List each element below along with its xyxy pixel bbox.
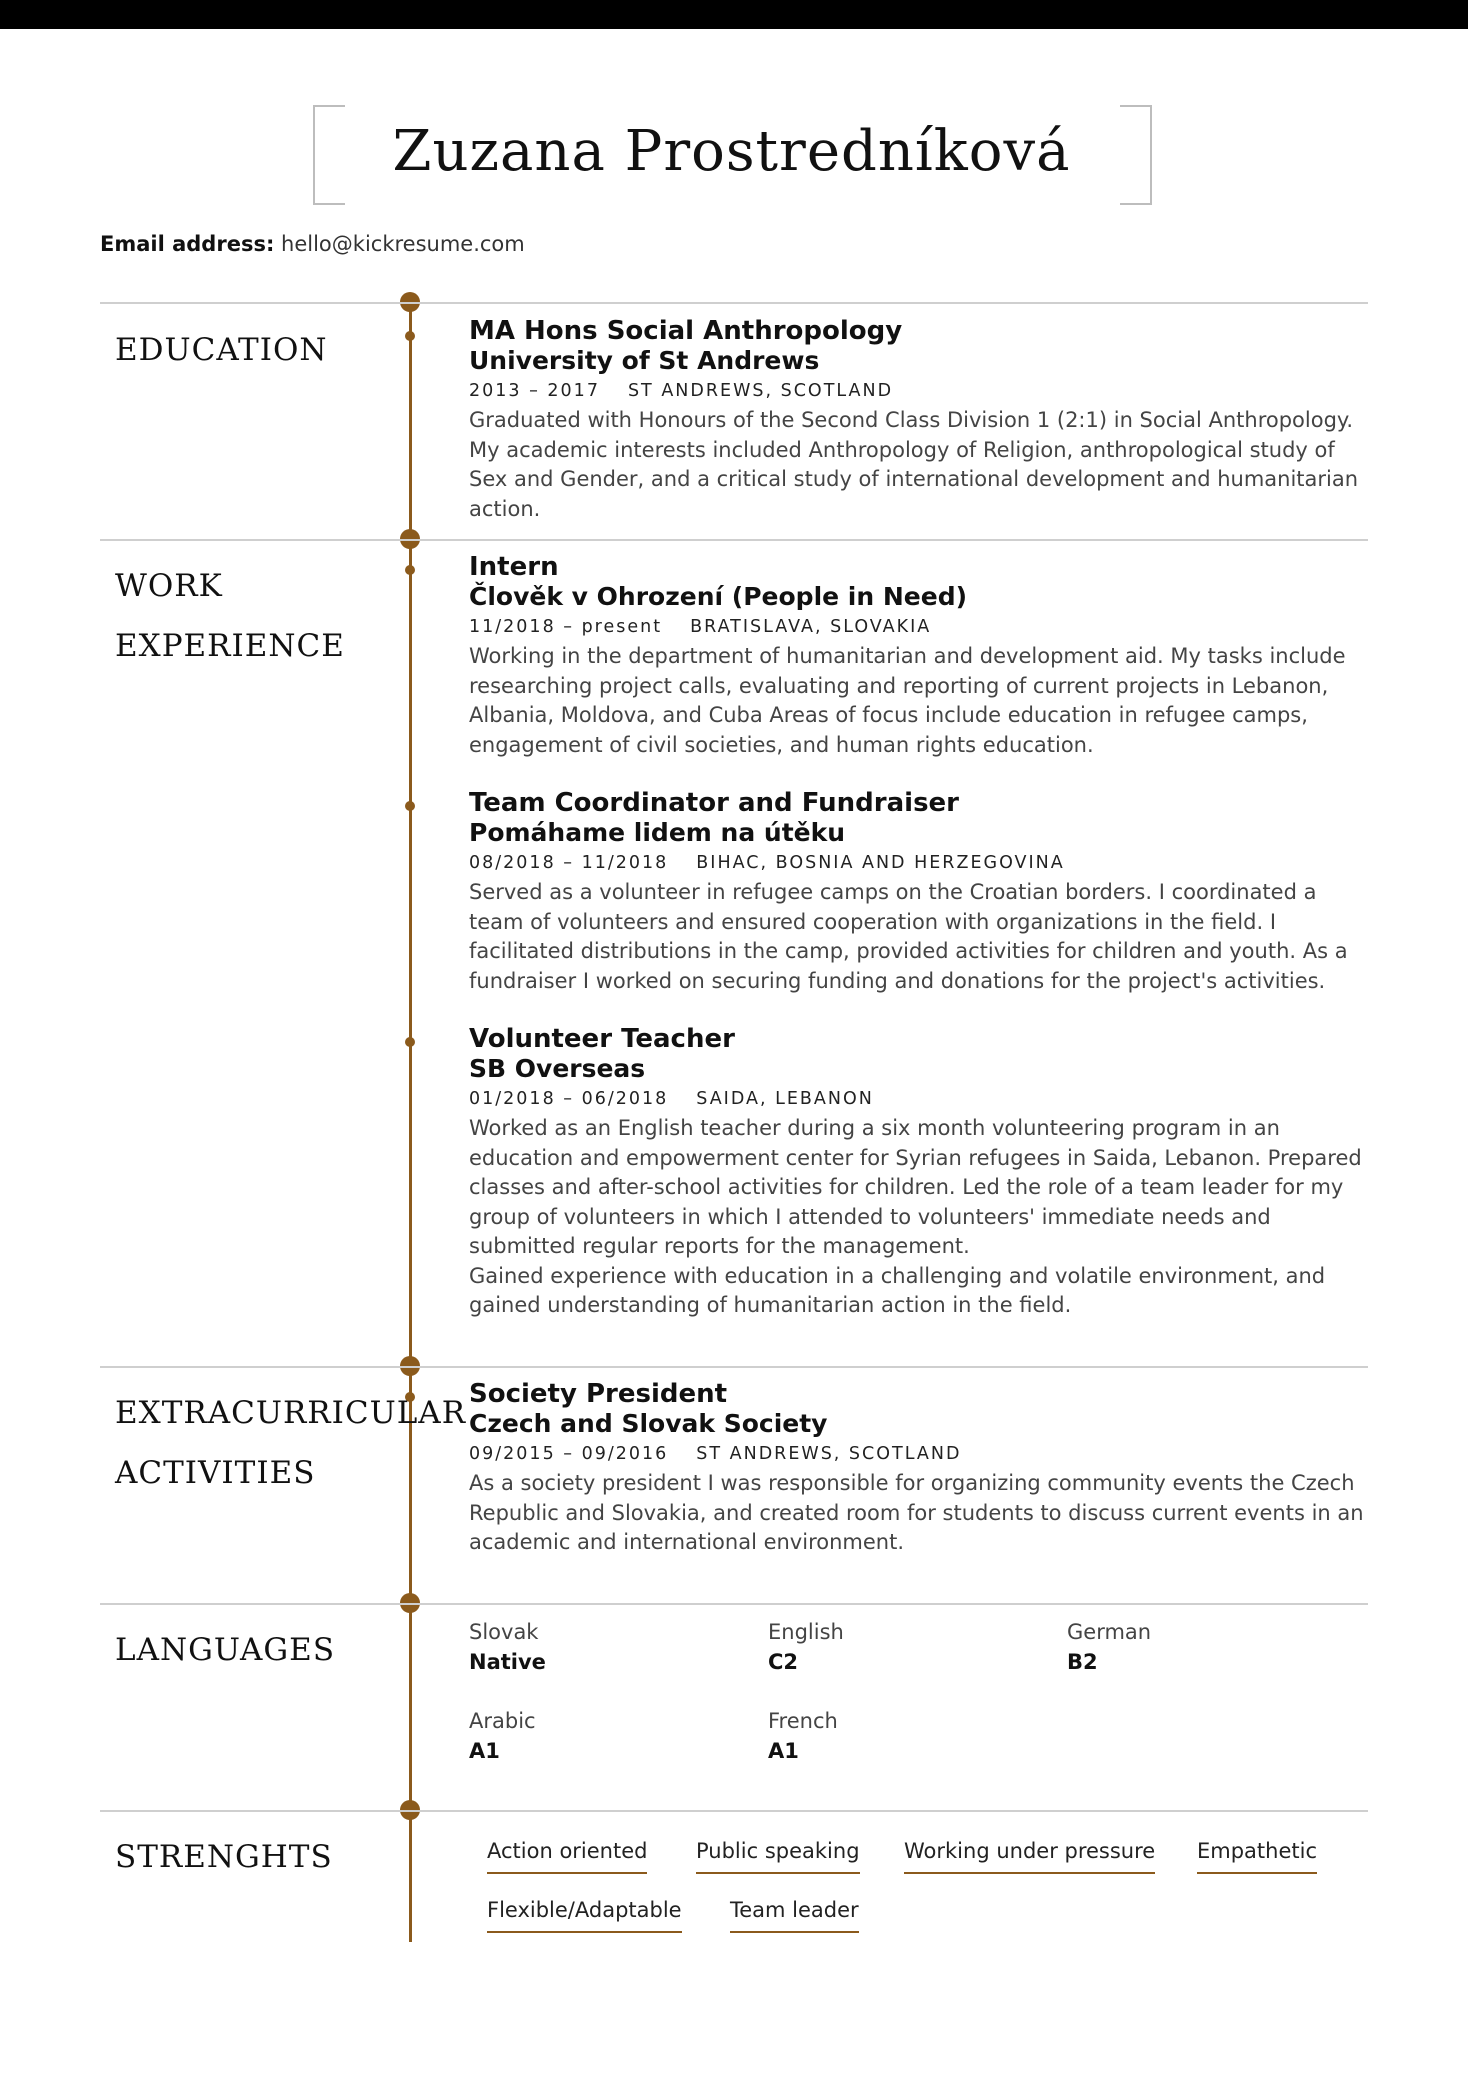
section-divider (100, 1366, 1368, 1368)
entry-organization: Czech and Slovak Society (469, 1409, 828, 1438)
language-name: English (768, 1620, 844, 1644)
name-bracket-right (1120, 105, 1152, 205)
entry-location: BRATISLAVA, SLOVAKIA (690, 617, 932, 637)
strength-tag: Action oriented (487, 1836, 647, 1874)
entry-meta (469, 1439, 1369, 1469)
entry-description-paragraph: Worked as an English teacher during a six month volunteering program in an education and empowerment center for Syrian refugees in Saida, Lebanon. Prepared classes and after-school activities for children. Led the role of a team leader for my group of volunteers in which I attended to volunteers' immediate needs and submitted regular reports for the management. (469, 1116, 1362, 1258)
section-title-work-line1: WORK (115, 568, 223, 604)
strength-tag: Public speaking (696, 1836, 860, 1874)
section-divider (100, 1603, 1368, 1605)
email-line (100, 232, 525, 256)
work-entry (469, 1024, 1369, 1321)
entry-meta (469, 1084, 1369, 1114)
entry-title: Society President (469, 1379, 728, 1409)
strength-tag: Team leader (730, 1895, 859, 1933)
entry-meta (469, 848, 1369, 878)
entry-location: SAIDA, LEBANON (696, 1089, 874, 1109)
entry-meta (469, 376, 1369, 406)
entry-description: Graduated with Honours of the Second Class Division 1 (2:1) in Social Anthropology. My academic interests included Anthropology of Religion, anthropological study of Sex and Gender, and a critical study of international development and humanitarian action. (469, 408, 1359, 521)
section-divider (100, 539, 1368, 541)
entry-dates: 09/2015 – 09/2016 (469, 1444, 669, 1464)
timeline-entry-dot (405, 1037, 415, 1047)
language-level: Native (469, 1650, 546, 1674)
entry-description: As a society president I was responsible for organizing community events the Czech Republic and Slovakia, and created room for students to discuss current events in an academic and international environment. (469, 1471, 1364, 1554)
section-title-education: EDUCATION (115, 332, 328, 368)
candidate-name: Zuzana Prostredníková (392, 119, 1071, 184)
entry-organization: University of St Andrews (469, 346, 820, 375)
language-level: A1 (469, 1739, 500, 1763)
entry-location: BIHAC, BOSNIA AND HERZEGOVINA (696, 853, 1065, 873)
entry-title: MA Hons Social Anthropology (469, 316, 903, 346)
language-level: B2 (1067, 1650, 1098, 1674)
strength-tag: Flexible/Adaptable (487, 1895, 682, 1933)
entry-meta (469, 612, 1369, 642)
entry-location: ST ANDREWS, SCOTLAND (696, 1444, 962, 1464)
language-level: C2 (768, 1650, 799, 1674)
entry-description: Served as a volunteer in refugee camps on the Croatian borders. I coordinated a team of volunteers and ensured cooperation with organizations in the field. I facilitated distributions in the camp, provided activities for children and youth. As a fundraiser I worked on securing funding and donations for the project's activities. (469, 880, 1348, 993)
entry-dates: 11/2018 – present (469, 617, 663, 637)
section-title-strengths: STRENGHTS (115, 1839, 333, 1875)
entry-organization: Pomáhame lidem na útěku (469, 818, 846, 847)
timeline-entry-dot (405, 565, 415, 575)
section-title-languages: LANGUAGES (115, 1632, 336, 1668)
top-bar (0, 0, 1468, 29)
language-item (768, 1617, 1048, 1677)
entry-description (469, 1114, 1369, 1321)
entry-title: Volunteer Teacher (469, 1024, 735, 1054)
entry-dates: 2013 – 2017 (469, 381, 600, 401)
timeline-entry-dot (405, 801, 415, 811)
entry-title: Intern (469, 552, 559, 582)
strength-tag: Working under pressure (904, 1836, 1155, 1874)
entry-description-paragraph: Gained experience with education in a challenging and volatile environment, and gained understanding of humanitarian action in the field. (469, 1263, 1326, 1317)
entry-organization: Člověk v Ohrození (People in Need) (469, 582, 968, 611)
language-name: German (1067, 1620, 1152, 1644)
language-item (768, 1706, 1048, 1766)
language-name: Arabic (469, 1709, 536, 1733)
strength-tag: Empathetic (1197, 1836, 1317, 1874)
timeline-entry-dot (405, 331, 415, 341)
extracurricular-entry (469, 1379, 1369, 1558)
entry-dates: 08/2018 – 11/2018 (469, 853, 669, 873)
language-name: Slovak (469, 1620, 539, 1644)
section-divider (100, 1810, 1368, 1812)
section-divider (100, 302, 1368, 304)
language-item (469, 1617, 749, 1677)
email-label: Email address: (100, 232, 275, 256)
work-entry (469, 552, 1369, 760)
name-bracket-left (313, 105, 345, 205)
language-item (469, 1706, 749, 1766)
language-item (1067, 1617, 1347, 1677)
entry-organization: SB Overseas (469, 1054, 646, 1083)
work-entry (469, 788, 1369, 996)
email-value: hello@kickresume.com (281, 232, 525, 256)
education-entry (469, 316, 1369, 524)
entry-description: Working in the department of humanitarian and development aid. My tasks include researching project calls, evaluating and reporting of current projects in Lebanon, Albania, Moldova, and Cuba Areas of focus include education in refugee camps, engagement of civil societies, and human rights education. (469, 644, 1346, 757)
language-name: French (768, 1709, 838, 1733)
section-title-work-line2: EXPERIENCE (115, 628, 345, 664)
section-title-extracurricular-line2: ACTIVITIES (115, 1455, 316, 1491)
entry-location: ST ANDREWS, SCOTLAND (627, 381, 894, 401)
entry-dates: 01/2018 – 06/2018 (469, 1089, 669, 1109)
entry-title: Team Coordinator and Fundraiser (469, 788, 960, 818)
language-level: A1 (768, 1739, 799, 1763)
section-title-extracurricular-line1: EXTRACURRICULAR (115, 1395, 467, 1431)
